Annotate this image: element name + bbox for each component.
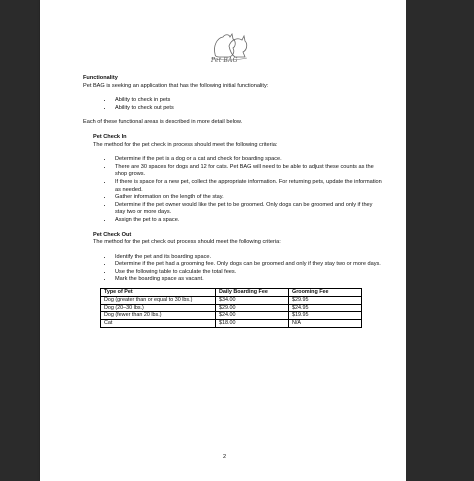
functionality-intro: Pet BAG is seeking an application that has the following initial functionality: <box>83 82 269 89</box>
table-cell: N/A <box>289 320 362 328</box>
table-cell: $29.00 <box>216 304 289 312</box>
table-cell: $34.00 <box>216 296 289 304</box>
functionality-heading: Functionality <box>83 75 118 81</box>
table-cell: Dog (fewer than 20 lbs.) <box>101 312 216 320</box>
table-cell: Dog (greater than or equal to 30 lbs.) <box>101 296 216 304</box>
table-row <box>101 296 362 304</box>
list-item: • Ability to check out pets <box>113 105 383 113</box>
check-in-heading: Pet Check In <box>93 133 127 140</box>
list-item: • Determine if the pet is a dog or a cat and check for boarding space. <box>113 156 383 164</box>
check-in-list <box>83 156 383 224</box>
list-item: • Ability to check in pets <box>113 97 383 105</box>
viewer-background <box>406 0 474 481</box>
table-cell: $29.95 <box>289 296 362 304</box>
check-out-heading: Pet Check Out <box>93 231 132 238</box>
list-item: • There are 30 spaces for dogs and 12 for cats. Pet BAG will need to be able to adjust these counts as the shop grows. <box>113 164 383 179</box>
table-cell: Dog (20–30 lbs.) <box>101 304 216 312</box>
table-header: Daily Boarding Fee <box>216 289 289 297</box>
table-cell: $18.00 <box>216 320 289 328</box>
check-out-intro: The method for the pet check out process should meet the following criteria: <box>93 239 281 246</box>
table-row <box>101 320 362 328</box>
table-cell: $24.95 <box>289 304 362 312</box>
list-item: • Identify the pet and its boarding space. <box>113 254 383 262</box>
list-item: • Determine if the pet owner would like the pet to be groomed. Only dogs can be groomed and only if they stay two or more days. <box>113 202 383 217</box>
table-header: Grooming Fee <box>289 289 362 297</box>
document-body <box>83 75 383 328</box>
check-out-list <box>83 254 383 284</box>
list-item: • Use the following table to calculate the total fees. <box>113 269 383 277</box>
list-item: • Determine if the pet had a grooming fee. Only dogs can be groomed and only if they stay two or more days. <box>113 261 383 269</box>
list-item: • Assign the pet to a space. <box>113 217 383 225</box>
list-item: • If there is space for a new pet, collect the appropriate information. For returning pets, update the information as needed. <box>113 179 383 194</box>
page-number: 2 <box>223 454 227 460</box>
table-header: Type of Pet <box>101 289 216 297</box>
table-cell: $24.00 <box>216 312 289 320</box>
functionality-list <box>83 97 383 112</box>
logo-text: Pet BAG <box>211 57 238 64</box>
table-row <box>101 312 362 320</box>
table-cell: Cat <box>101 320 216 328</box>
fee-table <box>100 288 362 328</box>
functionality-outro: Each of these functional areas is described in more detail below. <box>83 119 243 126</box>
table-header-row <box>101 289 362 297</box>
check-in-intro: The method for the pet check in process should meet the following criteria: <box>93 141 278 148</box>
list-item: • Mark the boarding space as vacant. <box>113 276 383 284</box>
table-cell: $19.95 <box>289 312 362 320</box>
table-row <box>101 304 362 312</box>
list-item: • Gather information on the length of the stay. <box>113 194 383 202</box>
